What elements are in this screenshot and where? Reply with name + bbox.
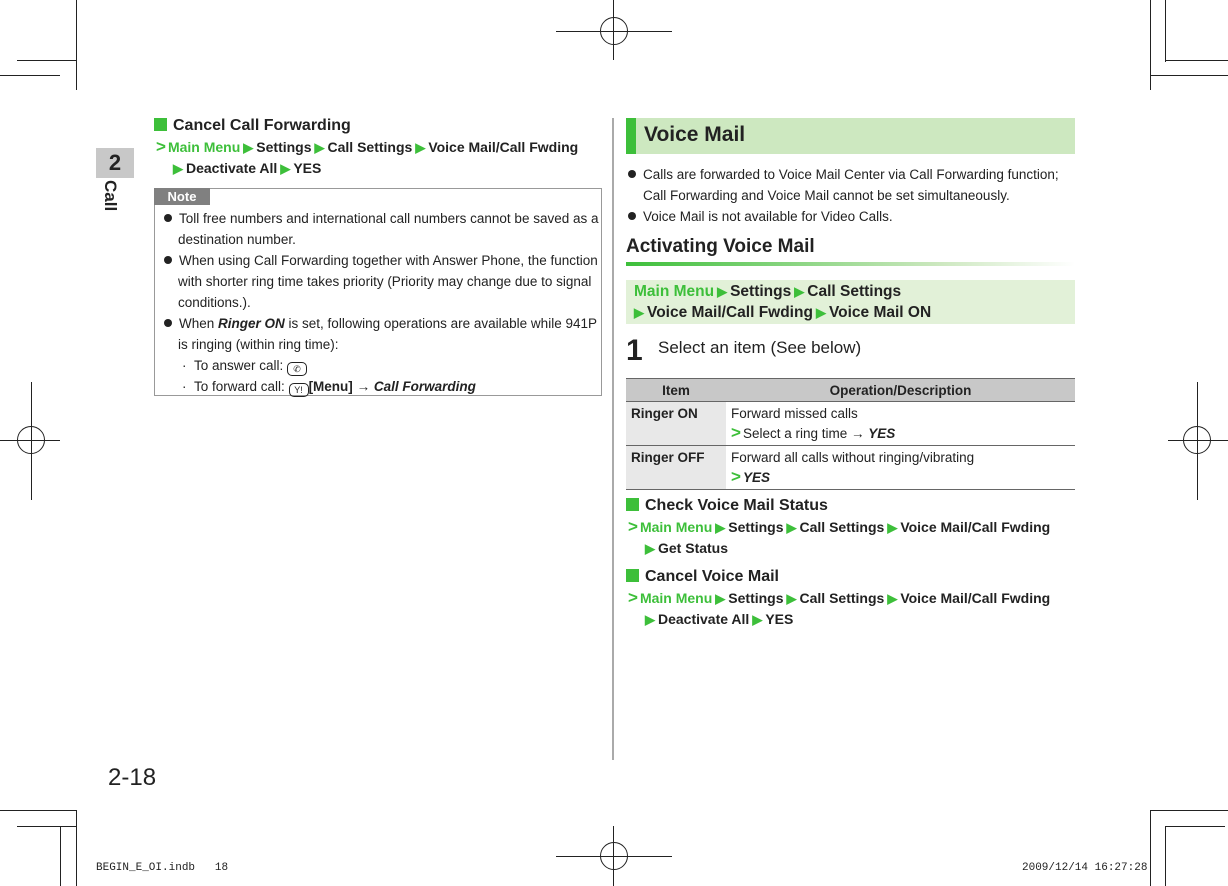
cancel-voice-mail-heading: Cancel Voice Mail: [626, 568, 779, 586]
chapter-number: 2: [96, 148, 134, 178]
slug-datetime: 2009/12/14 16:27:28: [1022, 862, 1148, 874]
activating-voice-mail-heading: Activating Voice Mail: [626, 236, 815, 257]
note-item-cont: destination number.: [178, 232, 296, 247]
table-cell-desc: Forward all calls without ringing/vibrating > YES: [726, 446, 1075, 490]
note-tag: Note: [154, 188, 210, 205]
check-status-heading: Check Voice Mail Status: [626, 497, 828, 515]
activation-path: Main Menu ▶ Settings ▶ Call Settings ▶ Voice Mail/Call Fwding ▶ Voice Mail ON: [634, 283, 932, 321]
slug-file: BEGIN_E_OI.indb 18: [96, 862, 229, 874]
operations-table: [626, 378, 1075, 490]
title-accent-bar: [626, 118, 636, 154]
vm-bullet-cont: Call Forwarding and Voice Mail cannot be set simultaneously.: [643, 188, 1010, 203]
cancel-forwarding-heading: Cancel Call Forwarding: [154, 117, 351, 135]
note-item: Toll free numbers and international call numbers cannot be saved as a: [164, 208, 600, 229]
column-divider: [612, 118, 614, 760]
note-list: [164, 208, 600, 397]
cancel-voice-mail-path: > Main Menu ▶ Settings ▶ Call Settings ▶ Voice Mail/Call Fwding ▶ Deactivate All ▶ YES: [628, 588, 1051, 627]
note-item-cont: with shorter ring time takes priority (Priority may change due to signal: [178, 274, 592, 289]
heading-underline: [626, 262, 1075, 266]
square-bullet-icon: [154, 118, 167, 131]
step-number: 1: [626, 334, 643, 367]
cancel-forwarding-path: > Main Menu ▶ Settings ▶ Call Settings ▶ Voice Mail/Call Fwding ▶ Deactivate All ▶ YES: [156, 137, 579, 176]
page-number: 2-18: [108, 764, 157, 791]
table-row: [626, 446, 1075, 490]
table-header-row: [626, 379, 1075, 402]
table-cell-item: Ringer OFF: [626, 446, 726, 490]
table-cell-item: Ringer ON: [626, 402, 726, 446]
answer-call-item: · To answer call: ✆: [164, 355, 600, 376]
square-bullet-icon: [626, 569, 639, 582]
call-key-icon: ✆: [287, 362, 307, 376]
note-item: When using Call Forwarding together with Answer Phone, the function: [164, 250, 600, 271]
table-cell-desc: Forward missed calls > Select a ring time → YES: [726, 402, 1075, 446]
note-item-cont: conditions.).: [178, 295, 251, 310]
chapter-name: Call: [101, 180, 120, 212]
voice-mail-bullets: [628, 164, 1074, 227]
vm-bullet: Calls are forwarded to Voice Mail Center via Call Forwarding function;: [628, 164, 1074, 185]
square-bullet-icon: [626, 498, 639, 511]
note-item-cont: is ringing (within ring time):: [178, 337, 339, 352]
vm-bullet: Voice Mail is not available for Video Calls.: [628, 206, 1074, 227]
table-header: Operation/Description: [726, 379, 1075, 402]
table-row: [626, 402, 1075, 446]
y-key-icon: Y!: [289, 383, 309, 397]
voice-mail-title: Voice Mail: [644, 123, 746, 146]
note-item: When Ringer ON is set, following operations are available while 941P: [164, 313, 600, 334]
step-text: Select an item (See below): [658, 338, 862, 357]
table-header: Item: [626, 379, 726, 402]
check-status-path: > Main Menu ▶ Settings ▶ Call Settings ▶ Voice Mail/Call Fwding ▶ Get Status: [628, 517, 1051, 556]
forward-call-item: · To forward call: Y! [Menu] → Call Forwarding: [182, 379, 476, 395]
